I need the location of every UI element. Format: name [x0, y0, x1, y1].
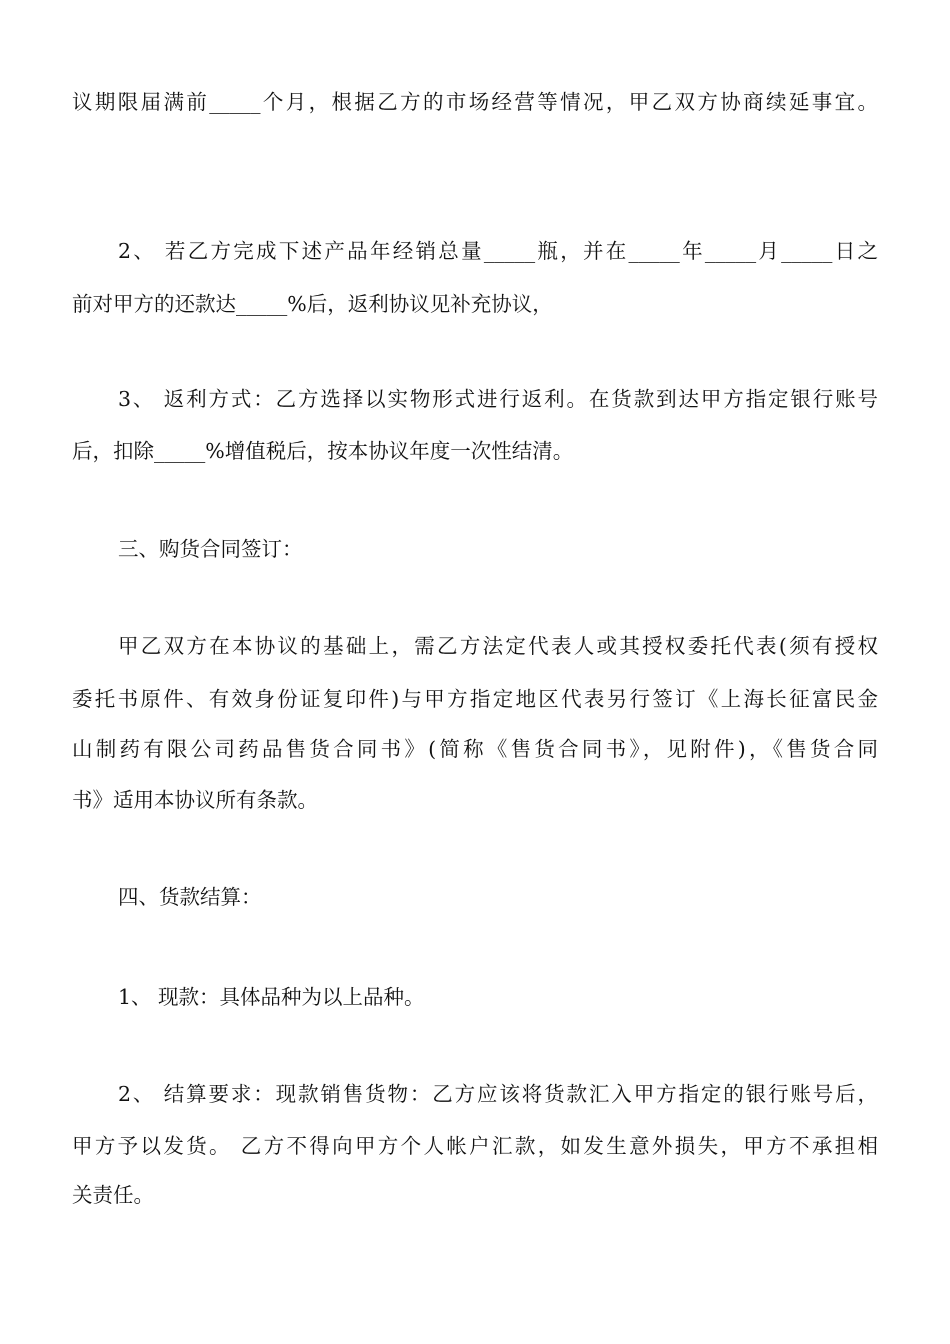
section-heading: 三、购货合同签订： [118, 537, 303, 561]
text-line: 议期限届满前_____个月，根据乙方的市场经营等情况，甲乙双方协商续延事宜。 [72, 90, 878, 114]
text-line: 1、 现款：具体品种为以上品种。 [118, 985, 425, 1009]
text-line: 3、 返利方式：乙方选择以实物形式进行返利。在货款到达甲方指定银行账号 [118, 387, 878, 411]
section-heading: 四、货款结算： [118, 885, 262, 909]
text-line: 甲方予以发货。 乙方不得向甲方个人帐户汇款，如发生意外损失，甲方不承担相 [72, 1134, 878, 1158]
text-line: 委托书原件、有效身份证复印件)与甲方指定地区代表另行签订《上海长征富民金 [72, 687, 878, 711]
text-line: 2、 若乙方完成下述产品年经销总量_____瓶，并在_____年_____月_____日之 [118, 239, 878, 263]
text-line: 2、 结算要求：现款销售货物：乙方应该将货款汇入甲方指定的银行账号后， [118, 1082, 878, 1106]
text-line: 关责任。 [72, 1183, 154, 1207]
text-line: 后，扣除_____%增值税后，按本协议年度一次性结清。 [72, 439, 574, 463]
text-line: 山制药有限公司药品售货合同书》(简称《售货合同书》，见附件)，《售货合同 [72, 737, 878, 761]
text-line: 书》适用本协议所有条款。 [72, 788, 318, 812]
text-line: 前对甲方的还款达_____%后，返利协议见补充协议， [72, 292, 553, 316]
text-line: 甲乙双方在本协议的基础上，需乙方法定代表人或其授权委托代表(须有授权 [118, 634, 878, 658]
